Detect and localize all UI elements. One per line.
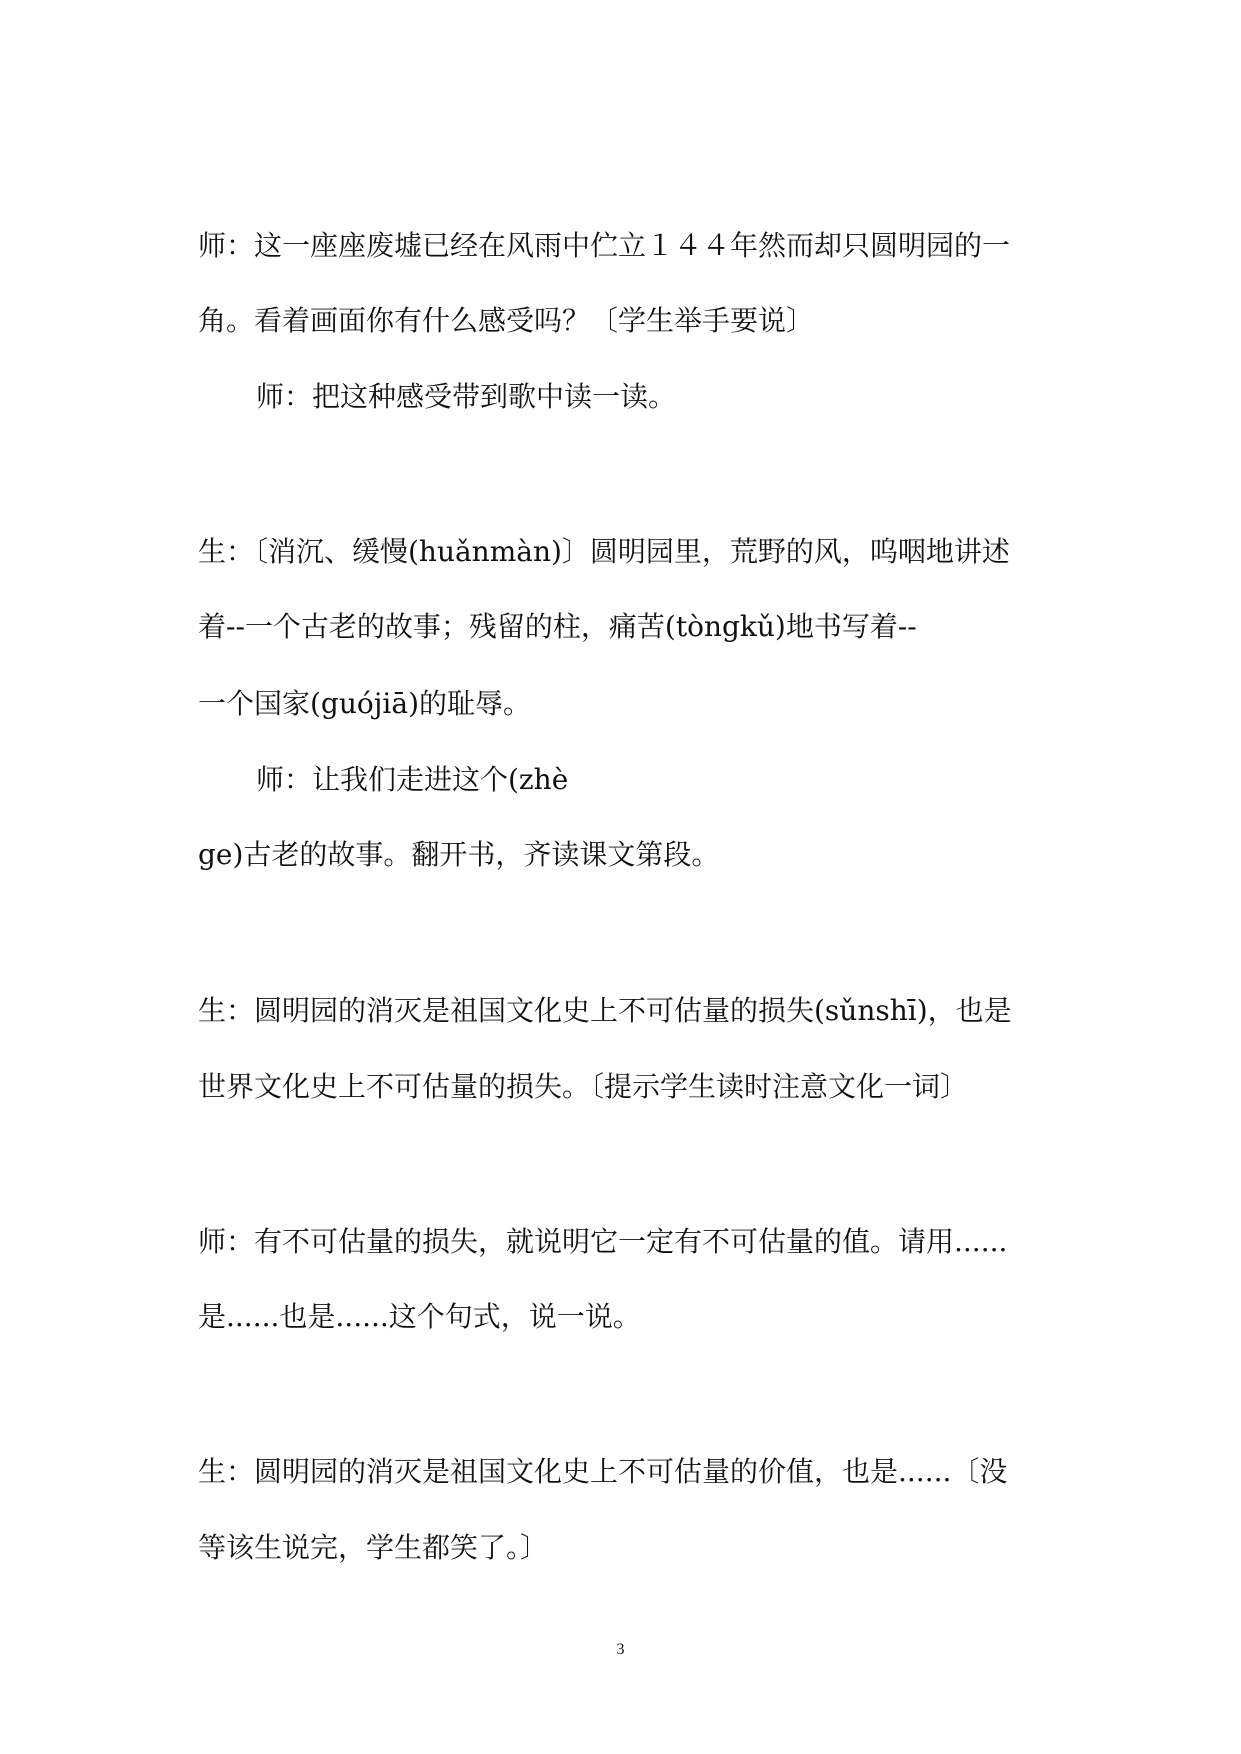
text-line: 生：圆明园的消灭是祖国文化史上不可估量的损失(sǔnshī)，也是	[198, 994, 1012, 1027]
text-line: 角。看着画面你有什么感受吗？〔学生举手要说〕	[198, 304, 815, 337]
text-line: 生：圆明园的消灭是祖国文化史上不可估量的价值，也是......〔没	[198, 1455, 1008, 1488]
text-line: 一个国家(guójiā)的耻辱。	[198, 687, 531, 720]
text-line: 是......也是......这个句式，说一说。	[198, 1300, 641, 1333]
text-line: 师：把这种感受带到歌中读一读。	[256, 380, 677, 413]
text-line: 师：这一座座废墟已经在风雨中伫立１４４年然而却只圆明园的一	[198, 229, 1011, 262]
text-line: 师：让我们走进这个(zhè	[256, 763, 569, 796]
page-number: 3	[616, 1641, 625, 1658]
text-line: 着--一个古老的故事；残留的柱，痛苦(tòngkǔ)地书写着--	[198, 610, 917, 643]
text-line: 生：〔消沉、缓慢(huǎnmàn)〕圆明园里，荒野的风，呜咽地讲述	[198, 535, 1010, 568]
text-line: 等该生说完，学生都笑了。〕	[198, 1531, 549, 1564]
text-line: ge)古老的故事。翻开书，齐读课文第段。	[198, 838, 720, 871]
text-line: 世界文化史上不可估量的损失。〔提示学生读时注意文化一词〕	[198, 1070, 969, 1103]
text-line: 师：有不可估量的损失，就说明它一定有不可估量的值。请用......	[198, 1225, 1008, 1258]
